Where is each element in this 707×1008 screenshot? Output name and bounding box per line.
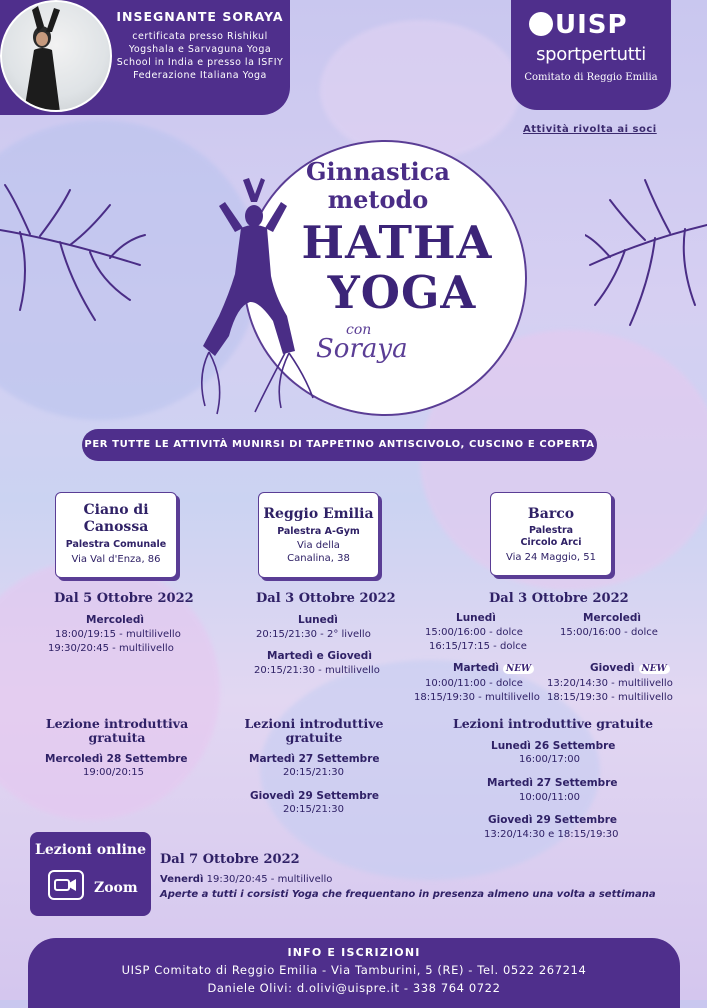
online-slot <box>160 874 332 885</box>
yoga-pose-photo-icon <box>2 2 112 112</box>
location-card-barco <box>490 492 612 576</box>
barco-day: Mercoledì <box>583 612 642 624</box>
headline-line1: Ginnastica <box>306 157 450 186</box>
online-day: Venerdì <box>160 874 204 885</box>
location-card-ciano <box>55 492 177 578</box>
barco-day: Lunedì <box>456 612 496 624</box>
headline-line2: metodo <box>327 185 429 214</box>
uisp-logo-panel <box>511 0 671 110</box>
reggio-intro-day: Giovedì 29 Settembre <box>250 790 380 802</box>
barco-intro-time: 13:20/14:30 e 18:15/19:30 <box>484 829 619 840</box>
teacher-description: certificata presso Rishikul Yogshala e Sarvaguna Yoga School in India e presso la ISFIY Federazione Italiana Yoga <box>116 31 284 81</box>
reggio-intro-time: 20:15/21:30 <box>283 804 345 815</box>
barco-slot: 15:00/16:00 - dolce <box>425 627 523 638</box>
uisp-logo-text: UISP <box>555 10 628 40</box>
uisp-committee: Comitato di Reggio Emilia <box>524 72 658 83</box>
members-only-note: Attività rivolta ai soci <box>523 124 657 135</box>
barco-slot: 18:15/19:30 - multilivello <box>547 692 673 703</box>
barco-intro-day: Martedì 27 Settembre <box>487 777 618 789</box>
ciano-intro-day: Mercoledì 28 Settembre <box>45 753 188 765</box>
headline-hatha: HATHA <box>301 216 493 269</box>
ciano-start-date: Dal 5 Ottobre 2022 <box>54 591 194 606</box>
uisp-emblem-icon <box>529 12 553 36</box>
location-place: Palestra A-Gym <box>277 526 360 537</box>
reggio-intro-day: Martedì 27 Settembre <box>249 753 380 765</box>
ciano-slot: 18:00/19:15 - multilivello <box>55 629 181 640</box>
barco-day-label: Giovedì <box>590 662 635 674</box>
location-name: Barco <box>527 506 575 522</box>
location-card-reggio <box>258 492 379 578</box>
reggio-intro-title: Lezioni introduttive gratuite <box>244 716 384 745</box>
barco-intro-time: 16:00/17:00 <box>519 754 581 765</box>
headline-soraya: Soraya <box>316 334 408 364</box>
online-note: Aperte a tutti i corsisti Yoga che frequentano in presenza almeno una volta a settimana <box>160 889 656 900</box>
teacher-photo <box>0 0 112 112</box>
reggio-intro-time: 20:15/21:30 <box>283 767 345 778</box>
barco-slot: 15:00/16:00 - dolce <box>560 627 658 638</box>
barco-intro-day: Giovedì 29 Settembre <box>488 814 618 826</box>
ciano-day: Mercoledì <box>86 614 145 626</box>
ciano-slot: 19:30/20:45 - multilivello <box>48 643 174 654</box>
new-badge: NEW <box>503 664 534 674</box>
barco-slot: 10:00/11:00 - dolce <box>425 678 523 689</box>
new-badge: NEW <box>639 664 670 674</box>
location-place: Palestra Circolo Arci <box>520 525 582 548</box>
uisp-tagline: sportpertutti <box>536 44 646 65</box>
reggio-day: Lunedì <box>298 614 338 626</box>
equipment-banner: PER TUTTE LE ATTIVITÀ MUNIRSI DI TAPPETINO ANTISCIVOLO, CUSCINO E COPERTA <box>82 429 597 461</box>
location-name: Ciano di Canossa <box>83 502 149 535</box>
barco-start-date: Dal 3 Ottobre 2022 <box>489 591 629 606</box>
ciano-intro-title: Lezione introduttiva gratuita <box>45 716 189 745</box>
headline-yoga: YOGA <box>327 266 477 319</box>
info-footer <box>28 938 680 1008</box>
footer-title: INFO E ISCRIZIONI <box>287 946 421 959</box>
location-address: Via 24 Maggio, 51 <box>505 552 597 563</box>
location-name: Reggio Emilia <box>263 506 374 522</box>
background-wash <box>320 20 520 160</box>
headline-con: con <box>346 322 372 338</box>
barco-intro-title: Lezioni introduttive gratuite <box>452 716 654 731</box>
teacher-title: INSEGNANTE SORAYA <box>116 9 284 24</box>
uisp-logo <box>529 10 628 40</box>
barco-day-new <box>453 662 534 674</box>
barco-day-new <box>590 662 670 674</box>
online-time: 19:30/20:45 - multilivello <box>206 874 333 885</box>
zoom-label: Zoom <box>94 880 138 896</box>
location-place: Palestra Comunale <box>65 539 167 550</box>
barco-intro-day: Lunedì 26 Settembre <box>491 740 616 752</box>
headline-ginnastica <box>283 158 473 214</box>
reggio-start-date: Dal 3 Ottobre 2022 <box>256 591 396 606</box>
online-start-date: Dal 7 Ottobre 2022 <box>160 852 300 867</box>
teacher-panel <box>0 0 290 115</box>
tree-roots-left-decoration <box>0 170 150 340</box>
barco-slot: 13:20/14:30 - multilivello <box>547 678 673 689</box>
barco-slot: 18:15/19:30 - multilivello <box>414 692 540 703</box>
barco-day-label: Martedì <box>453 662 499 674</box>
location-address: Via della Canalina, 38 <box>287 540 350 564</box>
barco-slot: 16:15/17:15 - dolce <box>429 641 527 652</box>
footer-address: UISP Comitato di Reggio Emilia - Via Tamburini, 5 (RE) - Tel. 0522 267214 <box>121 963 587 977</box>
reggio-slot: 20:15/21:30 - multilivello <box>254 665 380 676</box>
online-lessons-box <box>30 832 151 916</box>
ciano-intro-time: 19:00/20:15 <box>83 767 145 778</box>
online-title: Lezioni online <box>35 842 146 858</box>
reggio-slot: 20:15/21:30 - 2° livello <box>256 629 371 640</box>
footer-contact: Daniele Olivi: d.olivi@uispre.it - 338 764 0722 <box>207 981 501 995</box>
tree-roots-right-decoration <box>585 165 707 340</box>
barco-intro-time: 10:00/11:00 <box>519 792 581 803</box>
location-address: Via Val d'Enza, 86 <box>71 554 161 565</box>
reggio-day: Martedì e Giovedì <box>267 650 372 662</box>
video-camera-icon <box>48 870 84 900</box>
